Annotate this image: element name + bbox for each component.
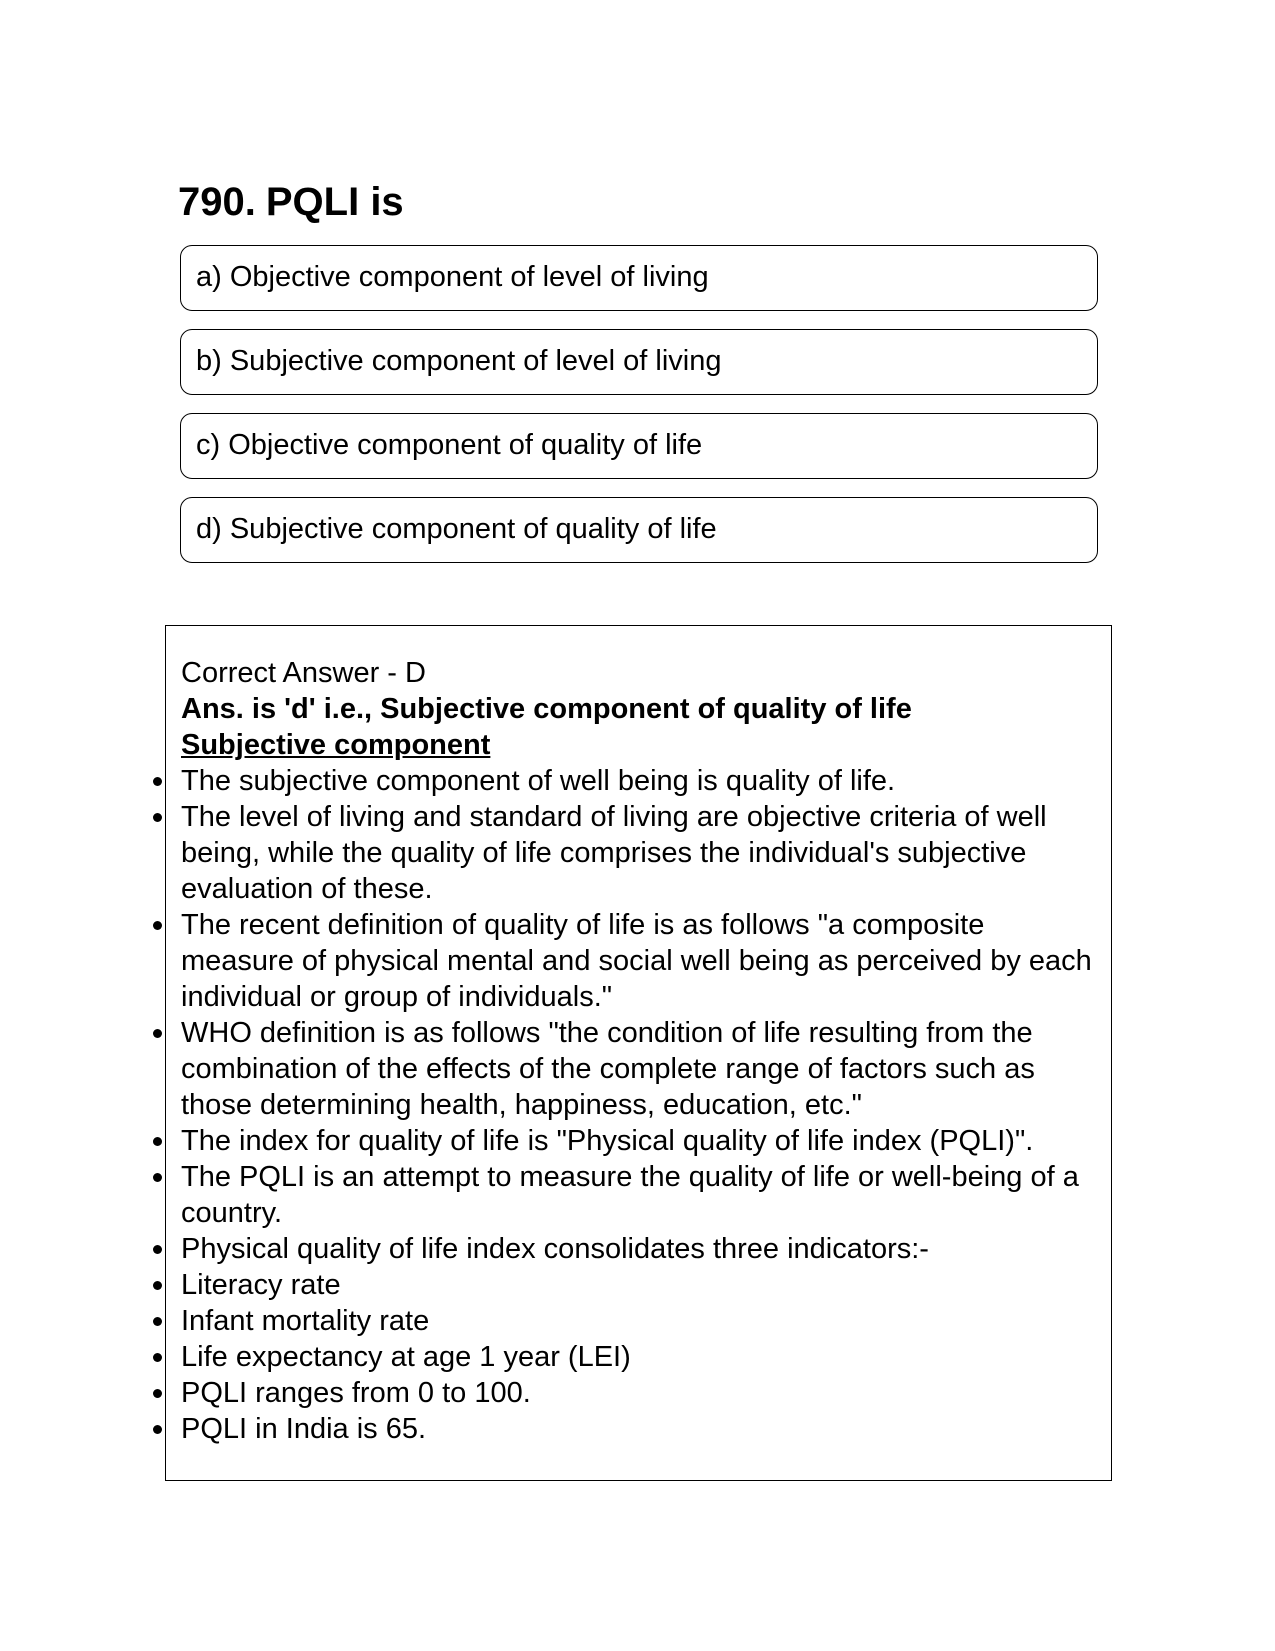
bullet-item: The index for quality of life is "Physical quality of life index (PQLI)". (181, 1123, 1101, 1159)
bullet-item: PQLI in India is 65. (181, 1411, 1101, 1447)
option-d[interactable]: d) Subjective component of quality of life (180, 497, 1098, 563)
bullet-item: The PQLI is an attempt to measure the quality of life or well-being of a country. (181, 1159, 1101, 1231)
option-a[interactable]: a) Objective component of level of living (180, 245, 1098, 311)
bullet-item: The level of living and standard of living are objective criteria of well being, while the quality of life comprises the individual's subjective evaluation of these. (181, 799, 1101, 907)
option-b[interactable]: b) Subjective component of level of living (180, 329, 1098, 395)
correct-answer-line: Correct Answer - D (181, 657, 426, 689)
question-number: 790. (178, 180, 256, 224)
option-c[interactable]: c) Objective component of quality of life (180, 413, 1098, 479)
bullet-item: Life expectancy at age 1 year (LEI) (181, 1339, 1101, 1375)
bullet-item: PQLI ranges from 0 to 100. (181, 1375, 1101, 1411)
bullet-item: The subjective component of well being is quality of life. (181, 763, 1101, 799)
bullet-item: The recent definition of quality of life is as follows "a composite measure of physical mental and social well being as perceived by each individual or group of individuals." (181, 907, 1101, 1015)
question-title (178, 178, 404, 226)
bullet-item: WHO definition is as follows "the condition of life resulting from the combination of the effects of the complete range of factors such as those determining health, happiness, education, etc." (181, 1015, 1101, 1123)
explanation-bullet-list (181, 763, 1101, 1447)
explanation-heading: Ans. is 'd' i.e., Subjective component of quality of life (181, 693, 912, 725)
bullet-item: Literacy rate (181, 1267, 1101, 1303)
question-text: PQLI is (265, 180, 404, 224)
bullet-item: Infant mortality rate (181, 1303, 1101, 1339)
bullet-item: Physical quality of life index consolidates three indicators:- (181, 1231, 1101, 1267)
section-heading: Subjective component (181, 729, 491, 761)
answer-content (181, 655, 1101, 1447)
